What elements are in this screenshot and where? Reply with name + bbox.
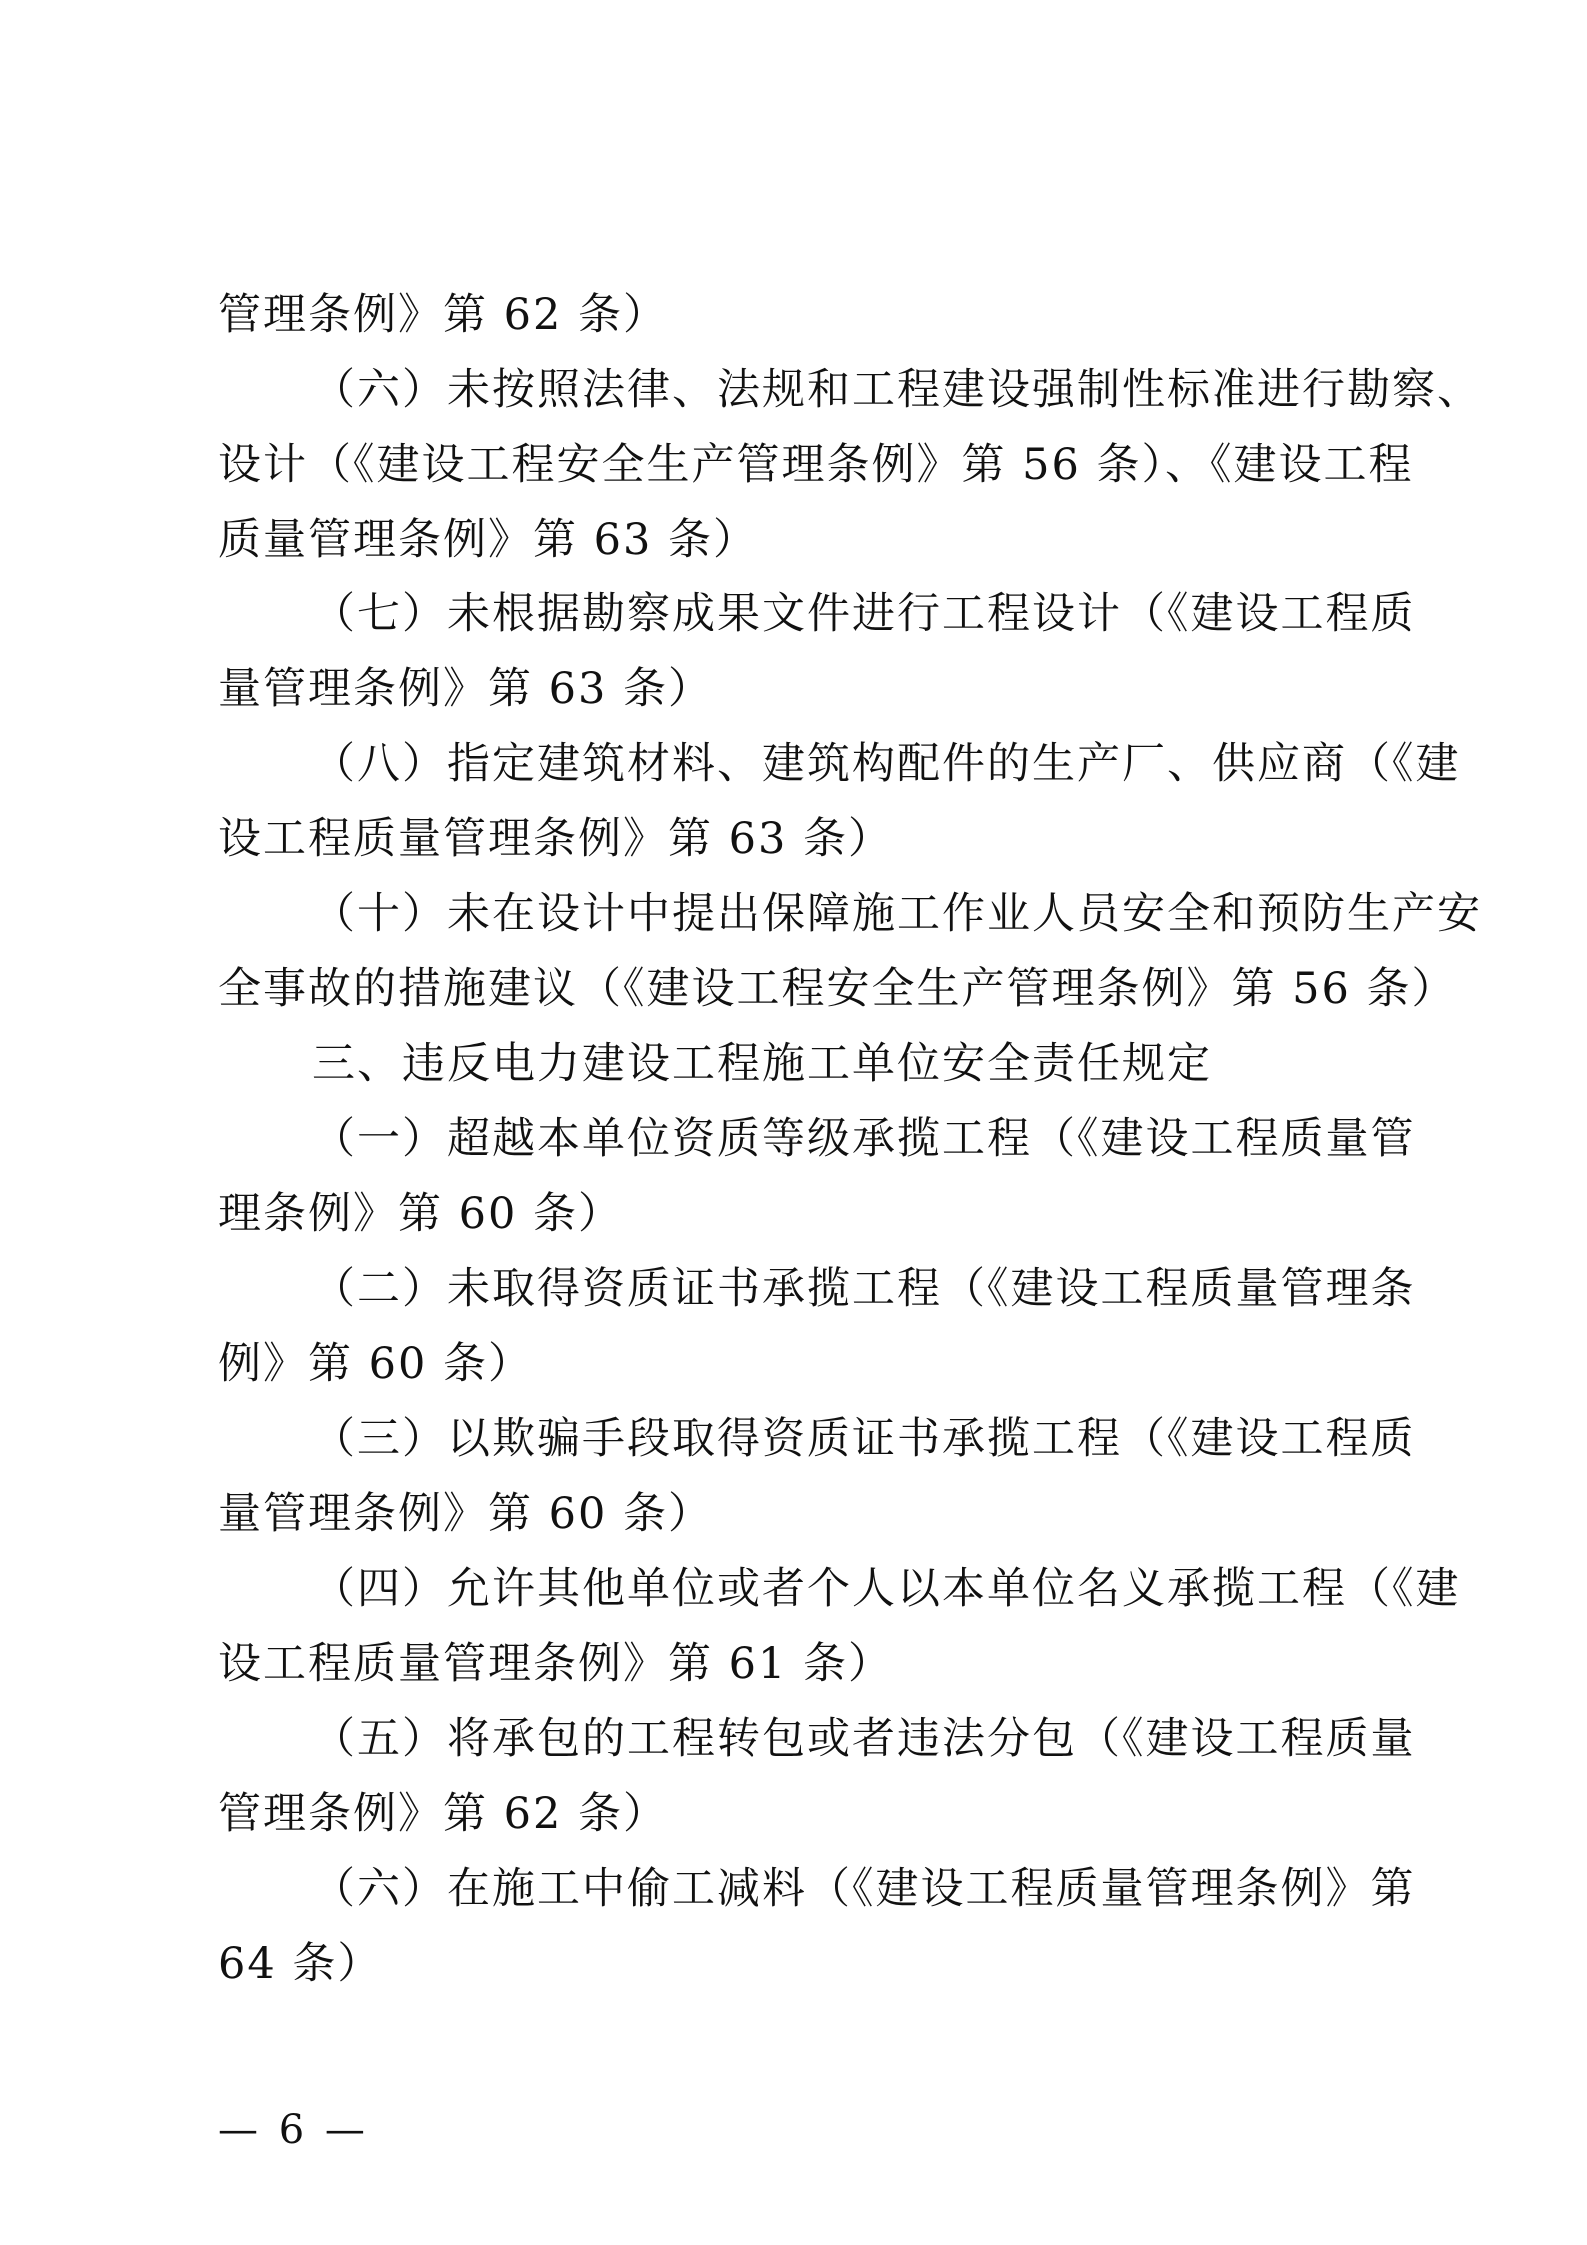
- text-line: （一）超越本单位资质等级承揽工程（《建设工程质量管: [312, 1114, 1416, 1164]
- section-heading: 三、违反电力建设工程施工单位安全责任规定: [312, 1039, 1212, 1089]
- text-line: 理条例》第 60 条）: [218, 1189, 624, 1239]
- page-number: — 6 —: [218, 2107, 369, 2153]
- text-line: 管理条例》第 62 条）: [218, 290, 669, 340]
- text-line: 全事故的措施建议（《建设工程安全生产管理条例》第 56 条）: [218, 964, 1457, 1014]
- text-line: 设工程质量管理条例》第 63 条）: [218, 814, 894, 864]
- text-line: （七）未根据勘察成果文件进行工程设计（《建设工程质: [312, 589, 1416, 639]
- text-line: （四）允许其他单位或者个人以本单位名义承揽工程（《建: [312, 1564, 1461, 1614]
- text-line: 设计（《建设工程安全生产管理条例》第 56 条）、《建设工程: [218, 440, 1414, 490]
- text-line: （六）在施工中偷工减料（《建设工程质量管理条例》第: [312, 1864, 1416, 1914]
- text-line: （六）未按照法律、法规和工程建设强制性标准进行勘察、: [312, 365, 1482, 415]
- text-line: 例》第 60 条）: [218, 1339, 534, 1389]
- text-line: （二）未取得资质证书承揽工程（《建设工程质量管理条: [312, 1264, 1416, 1314]
- text-line: 质量管理条例》第 63 条）: [218, 515, 759, 565]
- text-line: 量管理条例》第 63 条）: [218, 664, 714, 714]
- text-line: 64 条）: [218, 1939, 383, 1989]
- text-line: （八）指定建筑材料、建筑构配件的生产厂、供应商（《建: [312, 739, 1461, 789]
- text-line: 量管理条例》第 60 条）: [218, 1489, 714, 1539]
- text-line: 管理条例》第 62 条）: [218, 1789, 669, 1839]
- text-line: 设工程质量管理条例》第 61 条）: [218, 1639, 894, 1689]
- text-line: （十）未在设计中提出保障施工作业人员安全和预防生产安: [312, 889, 1482, 939]
- text-line: （五）将承包的工程转包或者违法分包（《建设工程质量: [312, 1714, 1416, 1764]
- text-line: （三）以欺骗手段取得资质证书承揽工程（《建设工程质: [312, 1414, 1416, 1464]
